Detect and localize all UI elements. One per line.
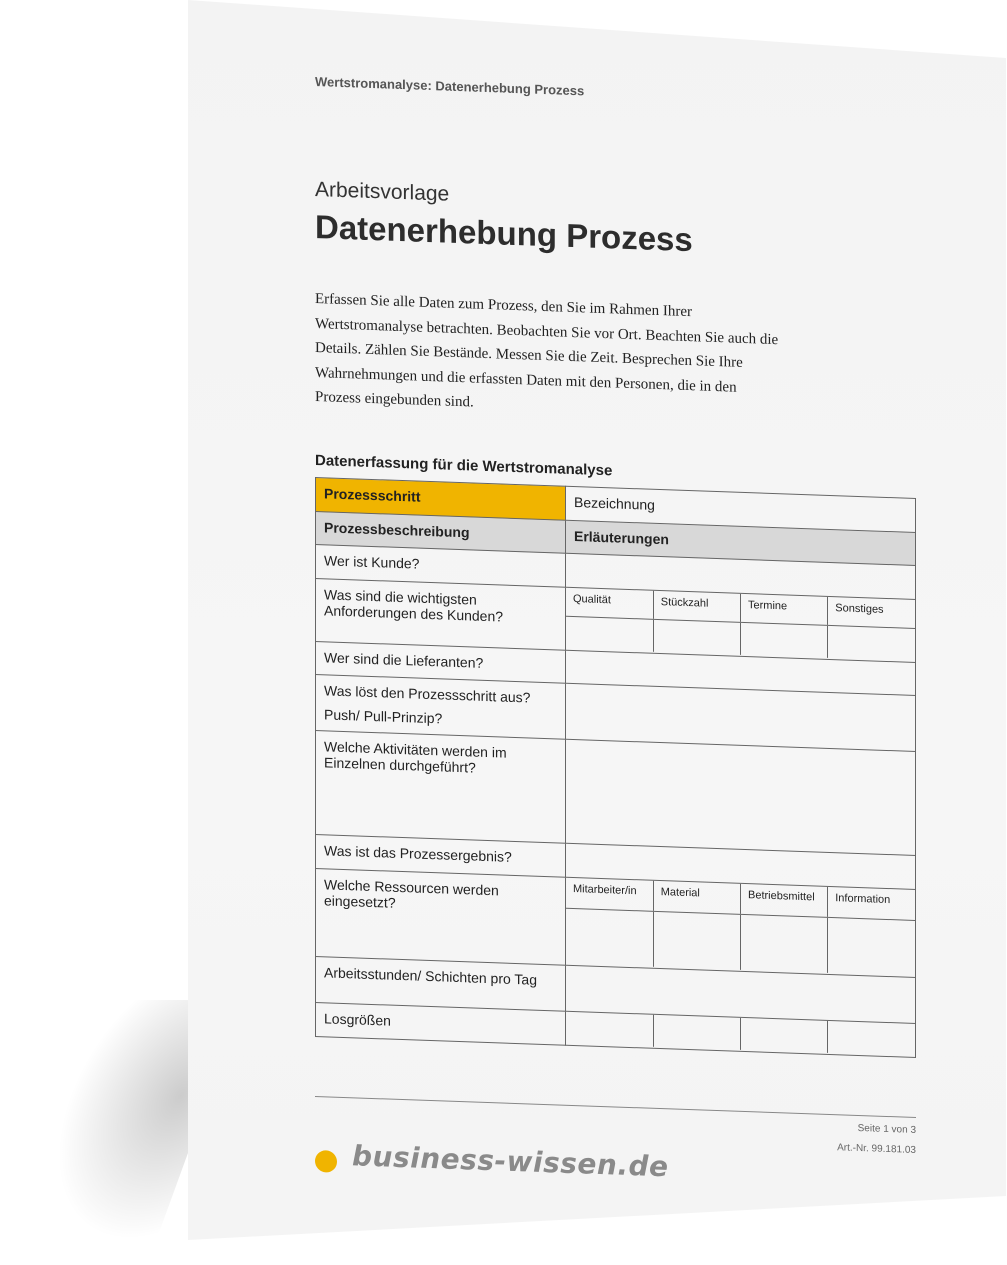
ressourcen-col-header: Betriebsmittel <box>741 884 828 917</box>
losgroessen-input-cell[interactable] <box>566 1012 653 1047</box>
losgroessen-input-cell[interactable] <box>828 1021 915 1056</box>
ressourcen-label: Welche Ressourcen werden eingesetzt? <box>316 869 566 966</box>
ressourcen-grid <box>566 877 916 977</box>
anforderungen-input-cell[interactable] <box>828 625 915 661</box>
prozessschritt-label: Prozessschritt <box>316 478 566 521</box>
ausloeser-line-2: Push/ Pull-Prinzip? <box>324 706 443 727</box>
page-number: Seite 1 von 3 <box>857 1122 916 1136</box>
document-header: Wertstromanalyse: Datenerhebung Prozess <box>315 74 585 99</box>
erlaeuterungen-header: Erläuterungen <box>566 520 916 565</box>
bezeichnung-cell[interactable]: Bezeichnung <box>566 486 916 532</box>
ressourcen-input-cell[interactable] <box>653 911 740 970</box>
losgroessen-label: Losgrößen <box>316 1003 566 1046</box>
losgroessen-input-cell[interactable] <box>653 1015 740 1050</box>
ergebnis-label: Was ist das Prozessergebnis? <box>316 835 566 878</box>
ressourcen-col-header: Information <box>828 887 915 920</box>
kunde-label: Wer ist Kunde? <box>316 545 566 588</box>
ressourcen-input-cell[interactable] <box>741 914 828 973</box>
aktivitaeten-input-cell[interactable] <box>566 739 916 855</box>
ressourcen-col-header: Material <box>653 881 740 914</box>
ressourcen-input-cell[interactable] <box>566 908 653 967</box>
anforderungen-input-cell[interactable] <box>741 622 828 658</box>
article-number: Art.-Nr. 99.181.03 <box>837 1142 916 1156</box>
arbeitsstunden-label: Arbeitsstunden/ Schichten pro Tag <box>316 957 566 1012</box>
document-subtitle: Arbeitsvorlage <box>315 178 450 206</box>
anforderungen-col-header: Stückzahl <box>653 591 740 622</box>
intro-paragraph: Erfassen Sie alle Daten zum Prozess, den Sie im Rahmen Ihrer Wertstromanalyse betrachten. Beobachten Sie vor Ort. Beachten Sie auch die Details. Zählen Sie Bestände. Messen Sie die Zeit. Besprechen Sie Ihre Wahrnehmungen und die erfassten Daten mit den Personen, die in den Prozess eingebunden sind. <box>315 291 779 411</box>
data-collection-table <box>315 477 916 1058</box>
anforderungen-label: Was sind die wichtigsten Anforderungen des Kunden? <box>316 579 566 651</box>
ausloeser-label <box>316 675 566 740</box>
aktivitaeten-label: Welche Aktivitäten werden im Einzelnen durchgeführt? <box>316 731 566 844</box>
prozessbeschreibung-label: Prozessbeschreibung <box>316 512 566 554</box>
ressourcen-subtable <box>566 878 915 976</box>
ressourcen-col-header: Mitarbeiter/in <box>566 878 653 911</box>
logo-dot-icon <box>315 1150 337 1173</box>
anforderungen-col-header: Qualität <box>566 588 653 619</box>
anforderungen-col-header: Sonstiges <box>828 597 915 628</box>
ausloeser-line-1: Was löst den Prozessschritt aus? <box>324 682 531 706</box>
brand-logo[interactable]: business-wissen.de <box>352 1139 669 1184</box>
ressourcen-input-cell[interactable] <box>828 917 915 976</box>
anforderungen-input-cell[interactable] <box>566 616 653 652</box>
footer-divider <box>315 1096 916 1118</box>
anforderungen-col-header: Termine <box>741 594 828 625</box>
document-title: Datenerhebung Prozess <box>315 208 693 259</box>
losgroessen-input-cell[interactable] <box>741 1018 828 1053</box>
anforderungen-input-cell[interactable] <box>653 619 740 655</box>
anforderungen-subtable <box>566 588 915 661</box>
table-title: Datenerfassung für die Wertstromanalyse <box>315 452 613 480</box>
lieferanten-label: Wer sind die Lieferanten? <box>316 642 566 684</box>
